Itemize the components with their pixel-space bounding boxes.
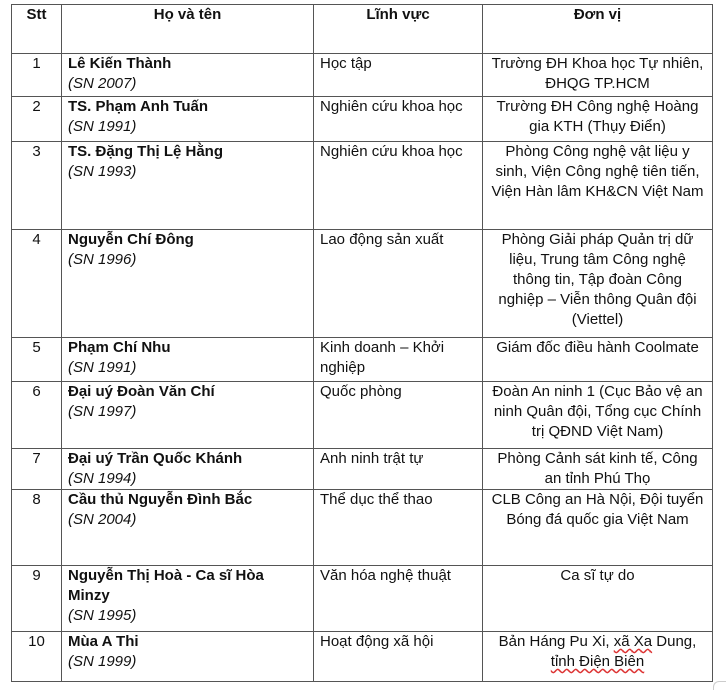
cell-field: Nghiên cứu khoa học: [314, 142, 483, 230]
cell-name: [62, 54, 314, 97]
person-name: TS. Phạm Anh Tuấn: [68, 98, 209, 115]
cell-field: Quốc phòng: [314, 382, 483, 449]
header-unit: Đơn vị: [483, 5, 713, 54]
spellcheck-flagged-text: tỉnh Điện Biên: [550, 653, 645, 670]
table-row: [12, 632, 713, 682]
cell-unit: Giám đốc điều hành Coolmate: [483, 338, 713, 382]
birth-year: (SN 1993): [68, 163, 137, 180]
cell-field: Lao động sản xuất: [314, 230, 483, 338]
cell-unit: Phòng Giải pháp Quản trị dữ liệu, Trung tâm Công nghệ thông tin, Tập đoàn Công nghiệp – Viễn thông Quân đội (Viettel): [483, 230, 713, 338]
birth-year: (SN 1997): [68, 403, 137, 420]
cell-unit: Ca sĩ tự do: [483, 566, 713, 632]
spellcheck-flagged-text: xã Xa: [613, 633, 653, 650]
cell-field: Văn hóa nghệ thuật: [314, 566, 483, 632]
person-name: Nguyễn Thị Hoà - Ca sĩ Hòa Minzy: [68, 567, 264, 604]
header-stt: Stt: [12, 5, 62, 54]
birth-year: (SN 1995): [68, 607, 137, 624]
birth-year: (SN 1996): [68, 251, 137, 268]
unit-text: Bản Háng Pu Xi,: [498, 633, 614, 650]
awards-table: [11, 4, 713, 682]
cell-stt: 3: [12, 142, 62, 230]
unit-text: Dung,: [652, 633, 697, 650]
birth-year: (SN 2004): [68, 511, 137, 528]
table-row: [12, 97, 713, 142]
table-row: [12, 566, 713, 632]
cell-name: [62, 142, 314, 230]
cell-field: Học tập: [314, 54, 483, 97]
header-name: Họ và tên: [62, 5, 314, 54]
person-name: Đại uý Đoàn Văn Chí: [68, 383, 215, 400]
resize-handle-icon: [713, 681, 726, 690]
cell-unit: Trường ĐH Khoa học Tự nhiên, ĐHQG TP.HCM: [483, 54, 713, 97]
cell-unit: CLB Công an Hà Nội, Đội tuyển Bóng đá quốc gia Việt Nam: [483, 490, 713, 566]
cell-field: Anh ninh trật tự: [314, 449, 483, 490]
cell-unit: [483, 632, 713, 682]
birth-year: (SN 1991): [68, 118, 137, 135]
table-row: [12, 230, 713, 338]
person-name: Đại uý Trần Quốc Khánh: [68, 450, 243, 467]
table-header-row: [12, 5, 713, 54]
table-row: [12, 382, 713, 449]
table-row: [12, 490, 713, 566]
person-name: Phạm Chí Nhu: [68, 339, 171, 356]
cell-stt: 7: [12, 449, 62, 490]
cell-field: Kinh doanh – Khởi nghiệp: [314, 338, 483, 382]
cell-field: Thể dục thể thao: [314, 490, 483, 566]
cell-unit: Phòng Công nghệ vật liệu y sinh, Viện Công nghệ tiên tiến, Viện Hàn lâm KH&CN Việt Nam: [483, 142, 713, 230]
person-name: TS. Đặng Thị Lệ Hằng: [68, 143, 224, 160]
person-name: Lê Kiến Thành: [68, 55, 172, 72]
cell-stt: 6: [12, 382, 62, 449]
cell-name: [62, 632, 314, 682]
birth-year: (SN 1999): [68, 653, 137, 670]
cell-unit: Đoàn An ninh 1 (Cục Bảo vệ an ninh Quân đội, Tổng cục Chính trị QĐND Việt Nam): [483, 382, 713, 449]
cell-name: [62, 566, 314, 632]
cell-stt: 10: [12, 632, 62, 682]
cell-unit: Trường ĐH Công nghệ Hoàng gia KTH (Thụy Điển): [483, 97, 713, 142]
cell-field: Nghiên cứu khoa học: [314, 97, 483, 142]
cell-unit: Phòng Cảnh sát kinh tế, Công an tỉnh Phú Thọ: [483, 449, 713, 490]
birth-year: (SN 1994): [68, 470, 137, 487]
cell-stt: 5: [12, 338, 62, 382]
cell-name: [62, 230, 314, 338]
birth-year: (SN 1991): [68, 359, 137, 376]
table-row: [12, 54, 713, 97]
cell-field: Hoạt động xã hội: [314, 632, 483, 682]
table-row: [12, 142, 713, 230]
cell-name: [62, 490, 314, 566]
cell-stt: 2: [12, 97, 62, 142]
cell-stt: 9: [12, 566, 62, 632]
birth-year: (SN 2007): [68, 75, 137, 92]
header-field: Lĩnh vực: [314, 5, 483, 54]
cell-name: [62, 338, 314, 382]
cell-stt: 1: [12, 54, 62, 97]
table-row: [12, 449, 713, 490]
cell-name: [62, 449, 314, 490]
person-name: Nguyễn Chí Đông: [68, 231, 194, 248]
cell-name: [62, 97, 314, 142]
table-row: [12, 338, 713, 382]
person-name: Cầu thủ Nguyễn Đình Bắc: [68, 491, 253, 508]
person-name: Mùa A Thi: [68, 633, 139, 650]
cell-stt: 4: [12, 230, 62, 338]
cell-stt: 8: [12, 490, 62, 566]
cell-name: [62, 382, 314, 449]
